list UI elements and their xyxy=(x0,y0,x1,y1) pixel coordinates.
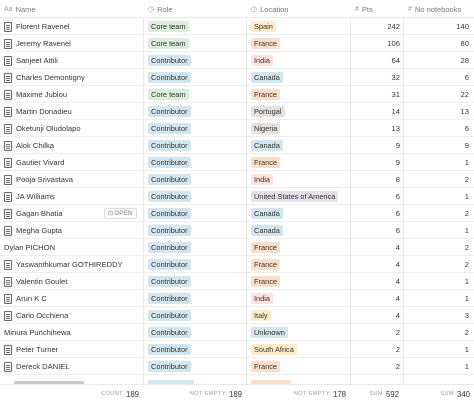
column-divider xyxy=(143,0,144,384)
role-cell[interactable] xyxy=(144,86,246,103)
role-tag: Contributor xyxy=(148,72,191,83)
row-name[interactable]: Valentin Goulet xyxy=(16,277,68,286)
role-cell[interactable] xyxy=(144,290,246,307)
column-header-name[interactable] xyxy=(4,0,144,18)
row-name[interactable]: Sanjeet Attili xyxy=(16,56,58,65)
table-footer-calculations xyxy=(0,384,474,402)
pts-cell[interactable]: 6 xyxy=(395,192,400,201)
name-cell[interactable] xyxy=(0,52,143,69)
role-tag: Contributor xyxy=(148,106,191,117)
location-tag: France xyxy=(251,38,280,49)
name-cell[interactable] xyxy=(0,137,143,154)
name-cell[interactable] xyxy=(0,154,143,171)
location-cell[interactable] xyxy=(247,120,350,137)
page-icon xyxy=(4,294,12,304)
notebooks-cell[interactable]: 6 xyxy=(464,73,469,82)
row-name[interactable]: Jeremy Ravenel xyxy=(16,39,71,48)
role-cell[interactable] xyxy=(144,137,246,154)
page-icon xyxy=(4,158,12,168)
open-page-button[interactable]: ⊡ OPEN xyxy=(104,208,137,219)
notebooks-cell[interactable]: 22 xyxy=(460,90,469,99)
name-cell[interactable] xyxy=(0,188,143,205)
name-cell[interactable] xyxy=(0,341,143,358)
row-name[interactable]: Dereck DANIEL xyxy=(16,362,70,371)
notebooks-cell[interactable]: 2 xyxy=(464,209,469,218)
page-icon xyxy=(4,22,12,32)
row-name[interactable]: Charles Demontigny xyxy=(16,73,85,82)
location-tag: Canada xyxy=(251,72,283,83)
location-tag: Portugal xyxy=(251,106,285,117)
notebooks-cell[interactable]: 80 xyxy=(460,39,469,48)
row-name[interactable]: Carlo Occhiena xyxy=(16,311,69,320)
row-name[interactable]: Gagan Bhatia xyxy=(16,209,63,218)
pts-cell[interactable]: 6 xyxy=(395,226,400,235)
notebooks-cell[interactable]: 140 xyxy=(456,22,469,31)
column-label: Location xyxy=(260,4,289,14)
location-cell[interactable] xyxy=(247,188,350,205)
page-icon xyxy=(4,39,12,49)
name-cell[interactable] xyxy=(0,103,143,120)
notebooks-cell[interactable]: 1 xyxy=(464,158,469,167)
pts-cell[interactable]: 64 xyxy=(391,56,400,65)
name-cell[interactable] xyxy=(0,222,143,239)
location-cell[interactable] xyxy=(247,341,350,358)
page-icon xyxy=(4,209,12,219)
role-tag: Contributor xyxy=(148,276,191,287)
column-divider xyxy=(403,0,404,384)
row-name[interactable]: Arun K C xyxy=(16,294,47,303)
location-cell[interactable] xyxy=(247,256,350,273)
role-tag: Contributor xyxy=(148,174,191,185)
location-cell[interactable] xyxy=(247,69,350,86)
pts-cell[interactable]: 31 xyxy=(391,90,400,99)
row-name[interactable]: Maxime Jublou xyxy=(16,90,68,99)
row-name[interactable]: Pooja Srivastava xyxy=(16,175,73,184)
location-cell[interactable] xyxy=(247,18,350,35)
location-cell[interactable] xyxy=(247,86,350,103)
role-tag: Contributor xyxy=(148,310,191,321)
name-cell[interactable] xyxy=(0,358,143,375)
page-icon xyxy=(4,56,12,66)
name-cell[interactable] xyxy=(0,69,143,86)
location-tag: France xyxy=(251,361,280,372)
select-property-icon: ◷ xyxy=(251,6,258,13)
notebooks-cell[interactable]: 2 xyxy=(464,175,469,184)
name-cell[interactable] xyxy=(0,239,143,256)
name-cell[interactable] xyxy=(0,307,143,324)
location-tag: Nigeria xyxy=(251,123,280,134)
column-divider xyxy=(246,0,247,384)
footer-notebooks-sum[interactable]: SUM 340 xyxy=(440,389,470,399)
location-tag: France xyxy=(251,89,280,100)
location-cell[interactable] xyxy=(247,324,350,341)
location-cell[interactable] xyxy=(247,239,350,256)
row-name[interactable]: Gautier Vivard xyxy=(16,158,65,167)
page-icon xyxy=(4,90,12,100)
pts-cell[interactable]: 13 xyxy=(391,124,400,133)
role-tag: Contributor xyxy=(148,293,191,304)
notebooks-cell[interactable]: 2 xyxy=(464,260,469,269)
pts-cell[interactable]: 8 xyxy=(395,175,400,184)
location-tag: United States of America xyxy=(251,191,338,202)
row-name[interactable]: Yaswanthkumar GOTHIREDDY xyxy=(16,260,123,269)
open-icon: ⊡ xyxy=(108,211,114,217)
name-cell[interactable] xyxy=(0,35,143,52)
location-tag: Canada xyxy=(251,140,283,151)
role-cell[interactable] xyxy=(144,120,246,137)
page-icon xyxy=(4,311,12,321)
number-property-icon: # xyxy=(408,5,412,13)
column-divider xyxy=(350,0,351,384)
notebooks-cell[interactable]: 28 xyxy=(460,56,469,65)
column-header-role[interactable] xyxy=(148,0,246,18)
row-name[interactable]: Martin Donadieu xyxy=(16,107,72,116)
page-icon xyxy=(4,141,12,151)
role-cell[interactable] xyxy=(144,273,246,290)
location-cell[interactable] xyxy=(247,273,350,290)
role-tag: Contributor xyxy=(148,208,191,219)
name-cell[interactable] xyxy=(0,120,143,137)
location-cell[interactable] xyxy=(247,205,350,222)
location-tag: Unknown xyxy=(251,327,288,338)
location-cell[interactable] xyxy=(247,137,350,154)
pts-cell[interactable]: 4 xyxy=(395,260,400,269)
pts-cell[interactable]: 4 xyxy=(395,243,400,252)
page-icon xyxy=(4,260,12,270)
role-cell[interactable] xyxy=(144,103,246,120)
role-tag: Contributor xyxy=(148,140,191,151)
role-tag: Contributor xyxy=(148,191,191,202)
role-cell[interactable] xyxy=(144,205,246,222)
row-name[interactable]: Oketunji Oludolapo xyxy=(16,124,81,133)
role-cell[interactable] xyxy=(144,307,246,324)
footer-pts-sum[interactable]: SUM 592 xyxy=(369,389,399,399)
pts-cell[interactable]: 9 xyxy=(395,158,400,167)
role-cell[interactable] xyxy=(144,239,246,256)
name-cell[interactable] xyxy=(0,256,143,273)
footer-role-not-empty[interactable]: NOT EMPTY 189 xyxy=(189,389,242,399)
pts-cell[interactable]: 4 xyxy=(395,311,400,320)
role-tag: Contributor xyxy=(148,361,191,372)
role-cell[interactable] xyxy=(144,222,246,239)
notebooks-cell[interactable]: 1 xyxy=(464,362,469,371)
location-cell[interactable] xyxy=(247,52,350,69)
name-cell[interactable] xyxy=(0,18,143,35)
role-tag: Contributor xyxy=(148,327,191,338)
notebooks-cell[interactable]: 1 xyxy=(464,192,469,201)
row-name[interactable]: JA Williams xyxy=(16,192,55,201)
pts-cell[interactable]: 2 xyxy=(395,328,400,337)
name-cell[interactable] xyxy=(0,290,143,307)
text-property-icon: Aa xyxy=(4,5,13,13)
location-tag: France xyxy=(251,242,280,253)
location-tag: Italy xyxy=(251,310,271,321)
location-cell[interactable] xyxy=(247,154,350,171)
number-property-icon: # xyxy=(355,5,359,13)
pts-cell[interactable]: 6 xyxy=(395,209,400,218)
location-tag: South Africa xyxy=(251,344,297,355)
role-tag: Contributor xyxy=(148,55,191,66)
role-tag: Contributor xyxy=(148,225,191,236)
notebooks-cell[interactable]: 2 xyxy=(464,243,469,252)
row-name[interactable]: Dylan PICHON xyxy=(4,243,56,252)
pts-cell[interactable]: 242 xyxy=(387,22,400,31)
pts-cell[interactable]: 14 xyxy=(391,107,400,116)
role-tag: Core team xyxy=(148,21,189,32)
column-header-pts[interactable] xyxy=(355,0,403,18)
footer-count[interactable]: COUNT 189 xyxy=(101,389,139,399)
role-cell[interactable] xyxy=(144,188,246,205)
pts-cell[interactable]: 106 xyxy=(387,39,400,48)
role-tag: Contributor xyxy=(148,157,191,168)
location-tag: France xyxy=(251,259,280,270)
footer-location-not-empty[interactable]: NOT EMPTY 178 xyxy=(293,389,346,399)
page-icon xyxy=(4,277,12,287)
notebooks-cell[interactable]: 1 xyxy=(464,277,469,286)
page-icon xyxy=(4,226,12,236)
role-cell[interactable] xyxy=(144,69,246,86)
pts-cell[interactable]: 9 xyxy=(395,141,400,150)
role-cell[interactable] xyxy=(144,358,246,375)
role-cell[interactable] xyxy=(144,171,246,188)
page-icon xyxy=(4,345,12,355)
pts-cell[interactable]: 2 xyxy=(395,345,400,354)
location-cell[interactable] xyxy=(247,307,350,324)
row-name[interactable]: Megha Gupta xyxy=(16,226,63,235)
location-tag: France xyxy=(251,276,280,287)
table-header xyxy=(0,0,474,18)
row-name[interactable]: Minura Punchihewa xyxy=(4,328,71,337)
role-cell[interactable] xyxy=(144,256,246,273)
pts-cell[interactable]: 32 xyxy=(391,73,400,82)
location-tag: India xyxy=(251,55,273,66)
location-cell[interactable] xyxy=(247,290,350,307)
row-name[interactable]: Florent Ravenel xyxy=(16,22,70,31)
location-tag: India xyxy=(251,174,273,185)
role-tag: Core team xyxy=(148,89,189,100)
location-tag: France xyxy=(251,157,280,168)
location-tag: Canada xyxy=(251,225,283,236)
role-cell[interactable] xyxy=(144,35,246,52)
notebooks-cell[interactable]: 6 xyxy=(464,124,469,133)
role-cell[interactable] xyxy=(144,52,246,69)
page-icon xyxy=(4,362,12,372)
column-label: Pts xyxy=(361,4,373,14)
role-tag: Contributor xyxy=(148,242,191,253)
pts-cell[interactable]: 4 xyxy=(395,277,400,286)
location-cell[interactable] xyxy=(247,35,350,52)
name-cell[interactable] xyxy=(0,171,143,188)
role-cell[interactable] xyxy=(144,324,246,341)
column-label: Name xyxy=(15,4,36,14)
role-cell[interactable] xyxy=(144,18,246,35)
column-label: No notebooks xyxy=(414,4,462,14)
notebooks-cell[interactable]: 3 xyxy=(464,311,469,320)
notebooks-cell[interactable]: 13 xyxy=(460,107,469,116)
pts-cell[interactable]: 4 xyxy=(395,294,400,303)
location-cell[interactable] xyxy=(247,103,350,120)
select-property-icon: ◷ xyxy=(148,6,155,13)
name-cell[interactable] xyxy=(0,324,143,341)
row-name[interactable]: Peter Turner xyxy=(16,345,59,354)
role-tag: Contributor xyxy=(148,259,191,270)
notebooks-cell[interactable]: 9 xyxy=(464,141,469,150)
name-cell[interactable] xyxy=(0,273,143,290)
column-header-notebooks[interactable] xyxy=(408,0,474,18)
role-cell[interactable] xyxy=(144,341,246,358)
row-name[interactable]: Alok Chilka xyxy=(16,141,54,150)
page-icon xyxy=(4,107,12,117)
column-header-location[interactable] xyxy=(251,0,351,18)
role-cell[interactable] xyxy=(144,154,246,171)
page-icon xyxy=(4,124,12,134)
location-cell[interactable] xyxy=(247,171,350,188)
location-cell[interactable] xyxy=(247,222,350,239)
page-icon xyxy=(4,175,12,185)
location-tag: Canada xyxy=(251,208,283,219)
notebooks-cell[interactable]: 1 xyxy=(464,294,469,303)
notebooks-cell[interactable]: 2 xyxy=(464,328,469,337)
location-tag: Spain xyxy=(251,21,276,32)
location-cell[interactable] xyxy=(247,358,350,375)
pts-cell[interactable]: 2 xyxy=(395,362,400,371)
page-icon xyxy=(4,73,12,83)
role-tag: Core team xyxy=(148,38,189,49)
role-tag: Contributor xyxy=(148,123,191,134)
notebooks-cell[interactable]: 1 xyxy=(464,345,469,354)
role-tag: Contributor xyxy=(148,344,191,355)
page-icon xyxy=(4,192,12,202)
name-cell[interactable] xyxy=(0,86,143,103)
column-label: Role xyxy=(157,4,173,14)
location-tag: India xyxy=(251,293,273,304)
notebooks-cell[interactable]: 1 xyxy=(464,226,469,235)
